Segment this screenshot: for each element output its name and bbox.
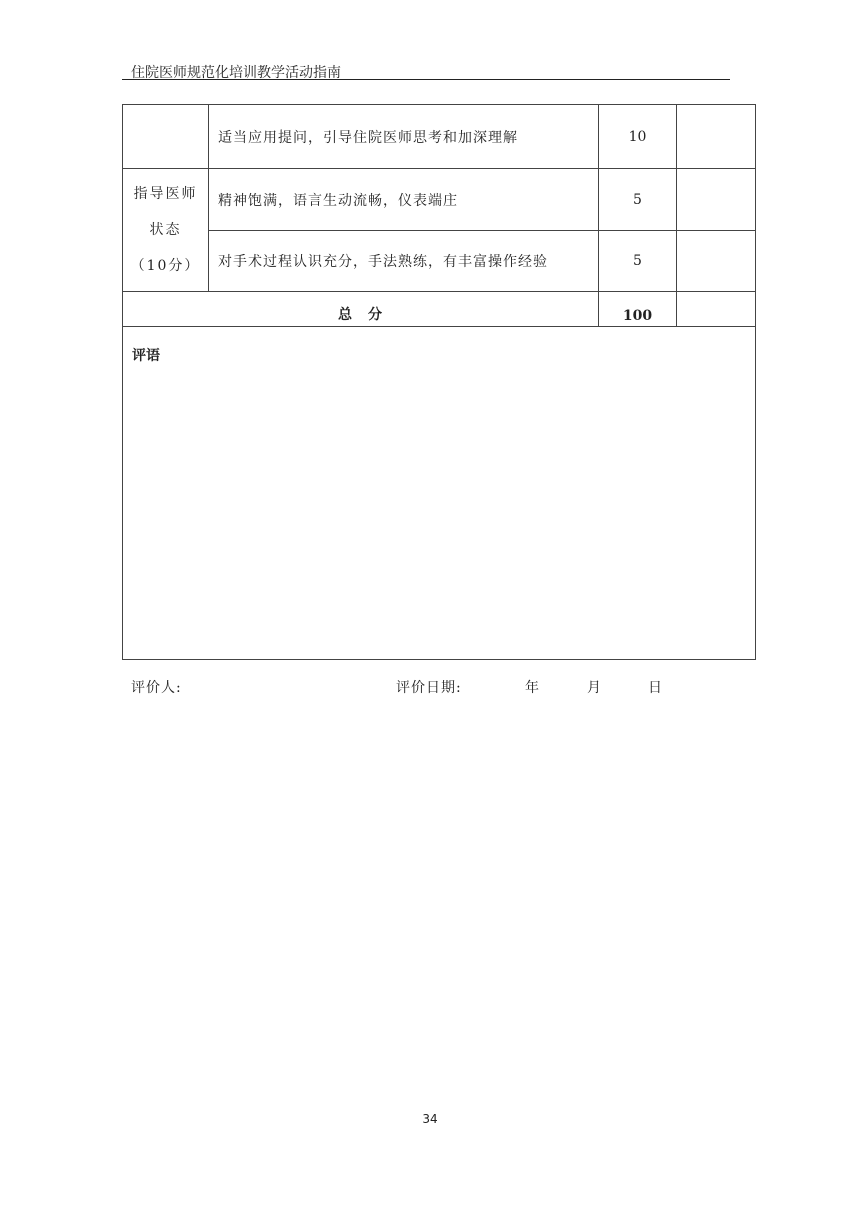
evaluation-table	[122, 104, 756, 660]
comment-area[interactable]	[123, 327, 756, 660]
total-score: 100	[599, 292, 677, 327]
item-cell: 适当应用提问，引导住院医师思考和加深理解	[209, 105, 599, 169]
page-number: 34	[422, 1112, 438, 1126]
table-row	[123, 105, 756, 169]
table-row	[123, 169, 756, 231]
score-cell: 5	[599, 231, 677, 292]
actual-score-cell[interactable]	[677, 169, 756, 231]
item-cell: 对手术过程认识充分，手法熟练，有丰富操作经验	[209, 231, 599, 292]
item-cell: 精神饱满，语言生动流畅，仪表端庄	[209, 169, 599, 231]
score-cell: 10	[599, 105, 677, 169]
month-label: 月	[587, 680, 602, 696]
running-header: 住院医师规范化培训教学活动指南	[131, 65, 341, 81]
category-line: （10分）	[130, 258, 201, 274]
date-label: 评价日期:	[396, 680, 462, 696]
day-label: 日	[648, 680, 663, 696]
total-row	[123, 292, 756, 327]
header-rule	[122, 79, 730, 80]
category-cell	[123, 169, 209, 292]
total-label: 总 分	[123, 292, 599, 327]
total-actual-score-cell[interactable]	[677, 292, 756, 327]
comment-label: 评语	[132, 348, 160, 364]
score-cell: 5	[599, 169, 677, 231]
table-row	[123, 231, 756, 292]
category-cell-empty	[123, 105, 209, 169]
category-line: 指导医师	[133, 186, 198, 202]
actual-score-cell[interactable]	[677, 105, 756, 169]
comment-row	[123, 327, 756, 660]
actual-score-cell[interactable]	[677, 231, 756, 292]
category-line: 状态	[149, 222, 182, 238]
evaluator-label: 评价人:	[131, 680, 182, 696]
year-label: 年	[525, 680, 540, 696]
